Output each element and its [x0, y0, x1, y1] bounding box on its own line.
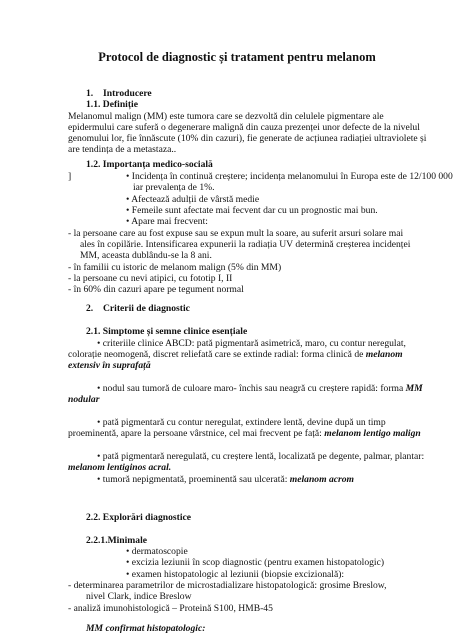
abcd-form-name: melanom: [365, 349, 403, 360]
nodular-line-1: [97, 383, 423, 395]
bullet-dermatoscopy: • dermatoscopie: [126, 546, 188, 557]
bullet-women: • Femeile sunt afectate mai fecvent dar cu un prognostic mai bun.: [126, 205, 378, 216]
nodular-text: • nodul sau tumoră de culoare maro- închis sau neagră cu creștere rapidă: forma: [97, 383, 404, 394]
nodular-form-name: MM: [405, 383, 423, 394]
lentigo-text: proeminentă, apare la persoane vârstnice, cel mai frecvent pe față:: [68, 428, 322, 439]
section-2-heading: [86, 303, 190, 315]
bullet-incidence: • Incidența în continuă creștere; incidența melanomului în Europa este de 12/100 000: [126, 171, 453, 182]
abcd-line-2: [68, 349, 403, 361]
subsection-2-2-heading: 2.2. Explorări diagnostice: [86, 512, 191, 523]
acrom-text: • tumoră nepigmentată, proeminentă sau ulcerată:: [97, 474, 288, 485]
acrom-form-name: melanom acrom: [289, 474, 355, 485]
acral-line-1: • pată pigmentară neregulată, cu creștere lentă, localizată pe degente, palmar, plantar:: [97, 451, 425, 462]
section-1-title: Introducere: [103, 88, 152, 99]
acral-form-name: melanom lentiginos acral.: [68, 462, 172, 473]
definition-line-3: genomului lor, fie înnăscute (10% din cazuri), fie generate de acțiunea radiației ultraviolete și: [68, 133, 427, 144]
subsection-1-2-heading: 1.2. Importanța medico-socială: [86, 159, 213, 170]
section-2-title: Criterii de diagnostic: [103, 303, 190, 314]
section-1-number: 1.: [86, 88, 94, 99]
dash-family: - în familii cu istoric de melanom malign (5% din MM): [68, 262, 282, 273]
acrom-line: [97, 474, 354, 486]
document-title: Protocol de diagnostic și tratament pentru melanom: [98, 50, 376, 64]
section-2-number: 2.: [86, 303, 94, 314]
dash-sun-1: - la persoane care au fost expuse sau se expun mult la soare, au suferit arsuri solare mai: [68, 228, 404, 239]
dash-sun-2: ales în copilărie. Intensificarea expunerii la radiația UV determină creșterea incidenței: [80, 239, 411, 250]
bullet-histopathology: • examen histopatologic al leziunii (biopsie excizională):: [126, 569, 345, 580]
bracket-mark: ]: [68, 171, 72, 182]
subsection-1-1-heading: 1.1. Definiție: [86, 99, 138, 110]
dash-nevi: - la persoane cu nevi atipici, cu fototip I, II: [68, 273, 233, 284]
dash-breslow: - determinarea parametrilor de microstadializare histopatologică: grosime Breslow,: [68, 580, 387, 591]
lentigo-line-2: [68, 428, 421, 440]
subsection-2-2-1-heading: 2.2.1.Minimale: [86, 535, 148, 546]
definition-line-4: are tendința de a metastaza..: [68, 144, 177, 155]
bullet-adults: • Afectează adulții de vârstă medie: [126, 194, 260, 205]
dash-normal-skin: - în 60% din cazuri apare pe tegument normal: [68, 284, 244, 295]
bullet-frequent: • Apare mai frecvent:: [126, 216, 208, 227]
confirmed-heading: MM confirmat histopatologic:: [86, 623, 206, 634]
abcd-text: colorație neomogenă, discret reliefată care se extinde radial: forma clinică de: [68, 349, 364, 360]
bullet-incidence-cont: iar prevalența de 1%.: [133, 182, 215, 193]
definition-line-1: Melanomul malign (MM) este tumora care se dezvoltă din celulele pigmentare ale: [68, 111, 384, 122]
lentigo-form-name: melanom lentigo malign: [324, 428, 421, 439]
subsection-2-1-heading: 2.1. Simptome și semne clinice esențiale: [86, 326, 248, 337]
dash-immunohistology: - analiză imunohistologică – Proteină S100, HMB-45: [68, 603, 273, 614]
nodular-form-name-cont: nodular: [68, 394, 100, 405]
abcd-form-name-cont: extensiv în suprafață: [68, 360, 151, 371]
bullet-excision: • excizia leziunii în scop diagnostic (pentru examen histopatologic): [126, 557, 385, 568]
definition-line-2: epidermului care suferă o degenerare malignă din cauza prezenței unor defecte de la nivelul: [68, 122, 420, 133]
lentigo-line-1: • pată pigmentară cu contur neregulat, extindere lentă, devine după un timp: [97, 417, 386, 428]
abcd-line-1: • criteriile clinice ABCD: pată pigmentară asimetrică, maro, cu contur neregulat,: [97, 338, 406, 349]
dash-breslow-cont: nivel Clark, indice Breslow: [86, 591, 192, 602]
dash-sun-3: MM, aceasta dublându-se la 8 ani.: [80, 250, 212, 261]
section-1-heading: [86, 88, 152, 100]
